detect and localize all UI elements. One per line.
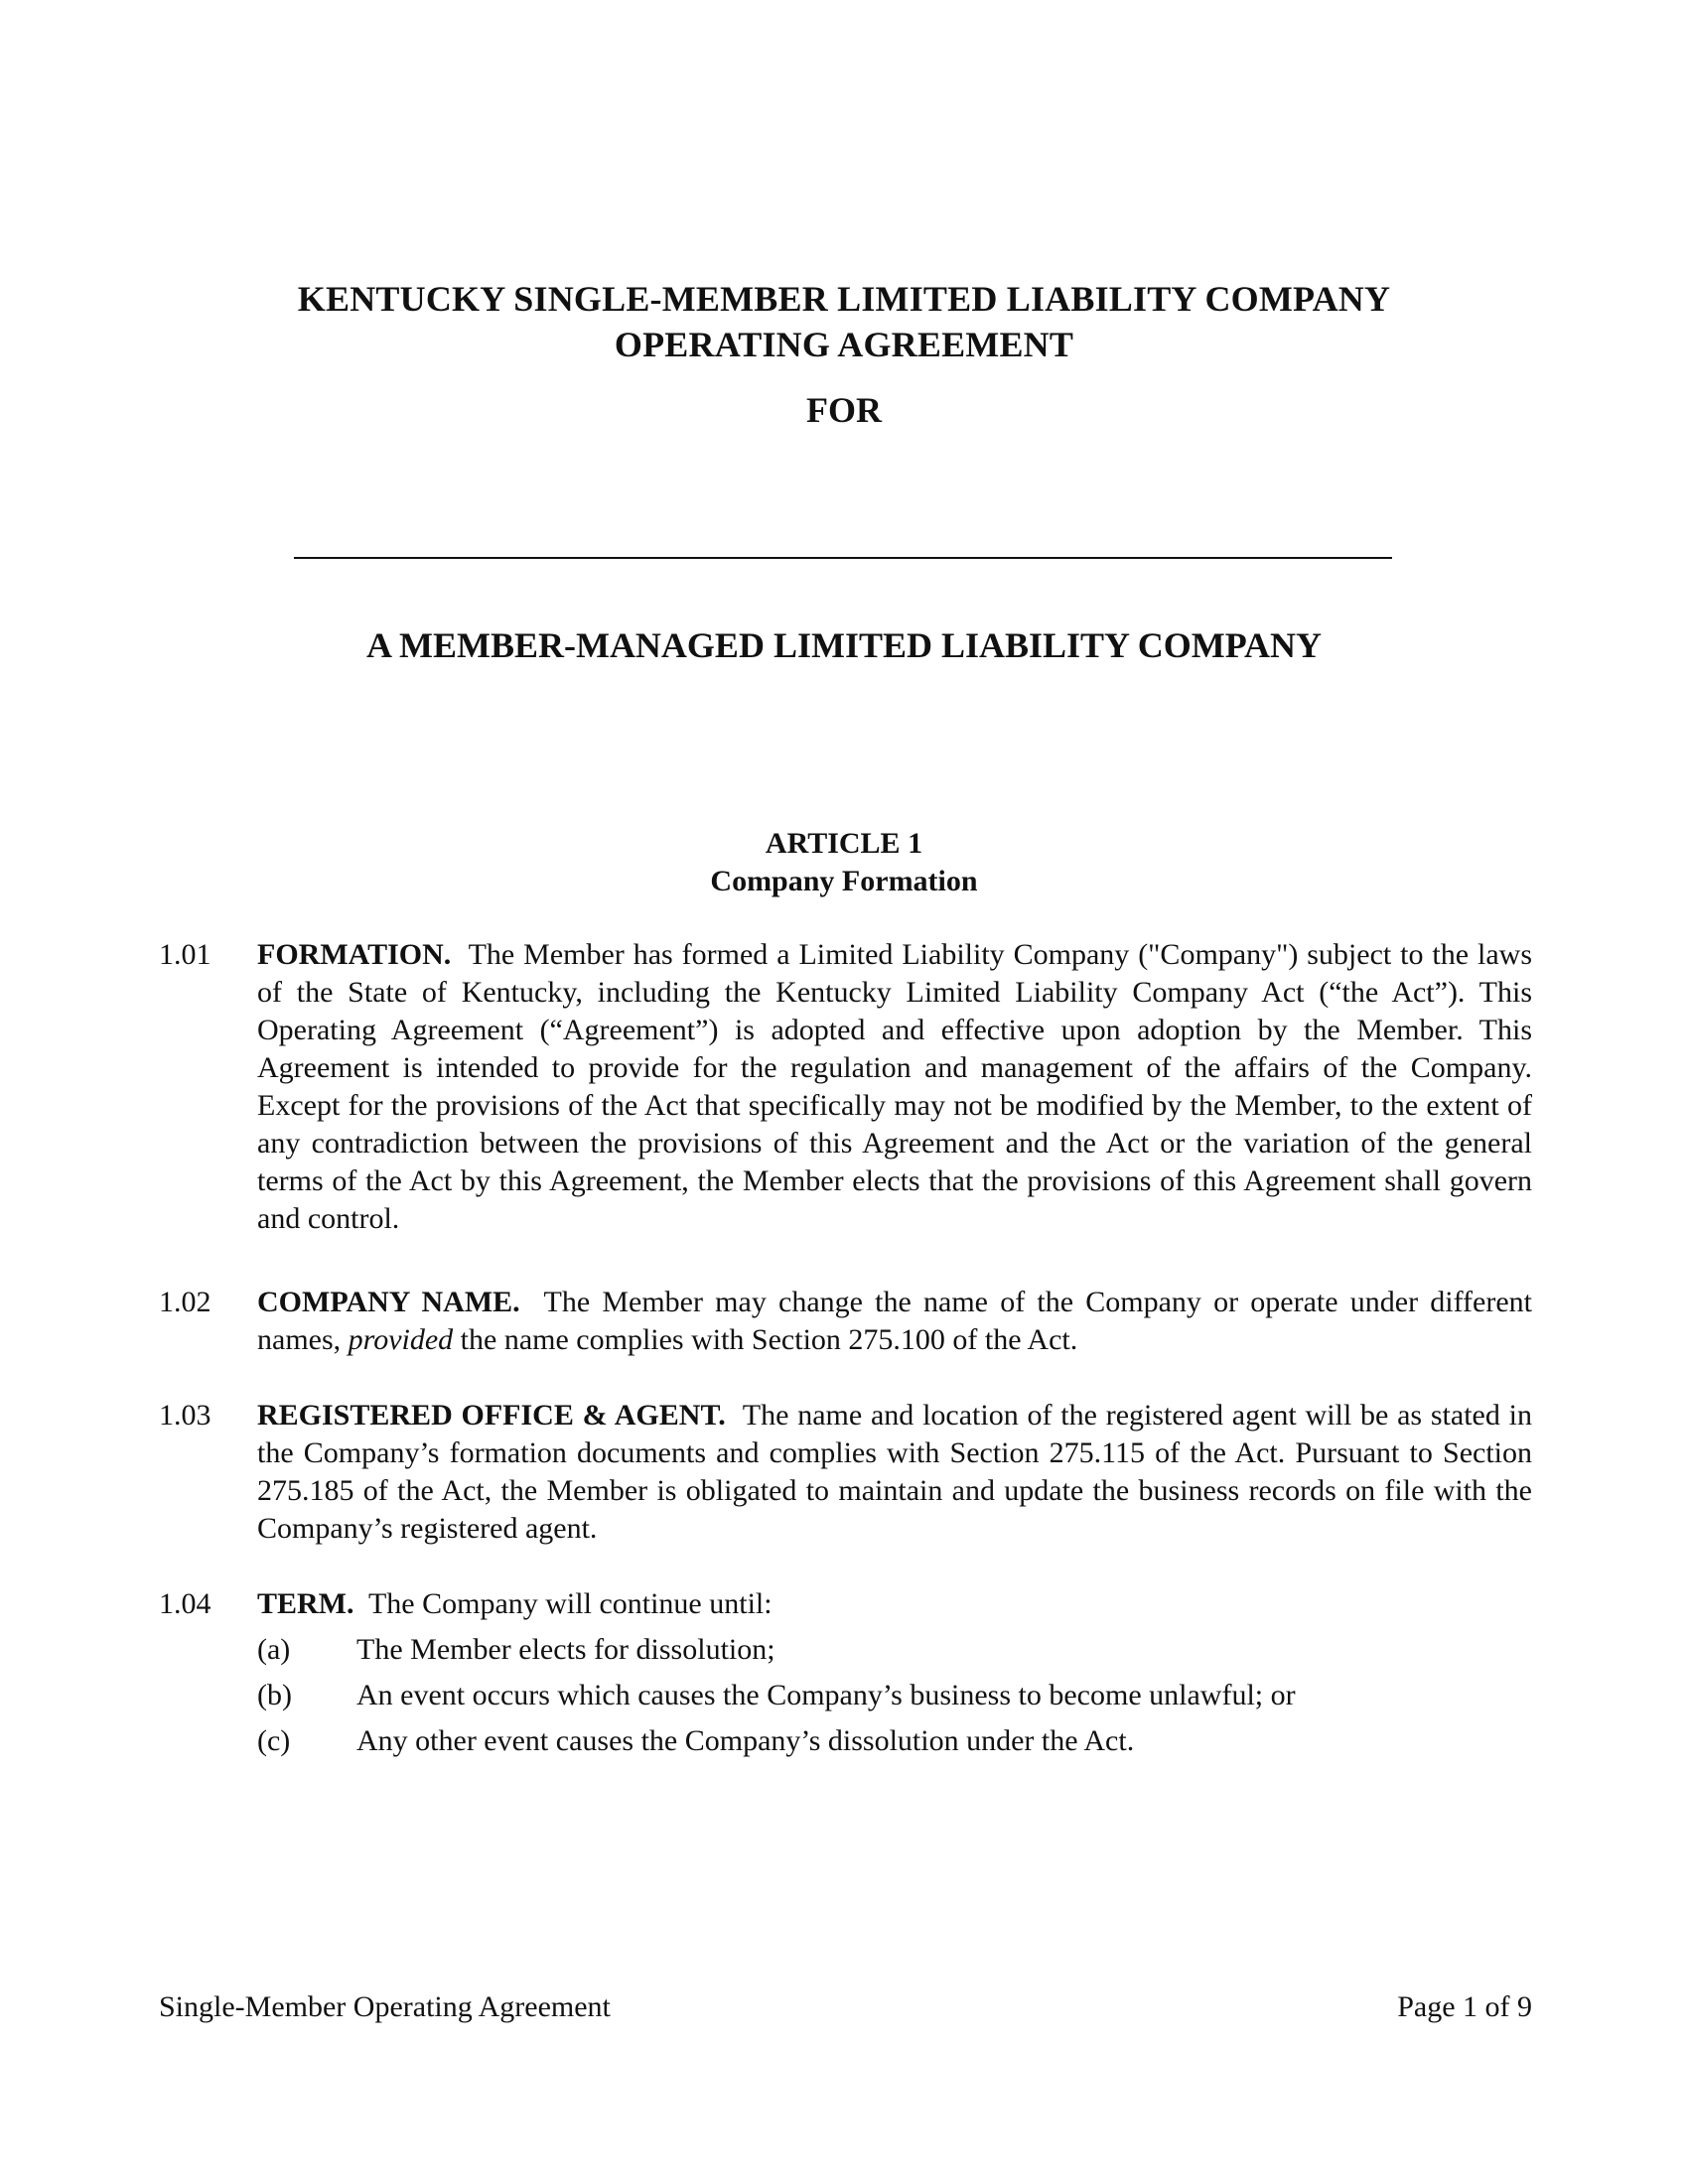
section-text: The Company will continue until: xyxy=(367,1587,773,1620)
section-body xyxy=(257,936,1532,1238)
title-line-2: OPERATING AGREEMENT xyxy=(614,325,1074,364)
article-title: Company Formation xyxy=(710,865,978,897)
section-heading: REGISTERED OFFICE & AGENT. xyxy=(257,1399,726,1432)
section-text: The name and location of the registered agent will be as stated in the Company’s formation documents and complies with Section 275.115 of the Act. Pursuant to Section 275.185 of the Act, the Member is obligated to maintain and update the business records on file with the Company’s registered agent. xyxy=(257,1399,1532,1545)
list-item-text: The Member elects for dissolution; xyxy=(356,1633,775,1666)
section-text: The Member may change the name of the Company or operate under different names, xyxy=(257,1286,1532,1356)
document-subtitle: A MEMBER-MANAGED LIMITED LIABILITY COMPANY xyxy=(365,625,1323,665)
section-body xyxy=(257,1284,1532,1359)
section-number: 1.03 xyxy=(159,1399,211,1432)
title-line-1: KENTUCKY SINGLE-MEMBER LIMITED LIABILITY COMPANY xyxy=(297,279,1391,319)
list-item-text: Any other event causes the Company’s dissolution under the Act. xyxy=(356,1724,1135,1757)
section-body xyxy=(257,1585,1532,1623)
section-text-end: the name complies with Section 275.100 of the Act. xyxy=(460,1323,1078,1356)
list-item-label: (b) xyxy=(257,1679,292,1711)
document-title xyxy=(0,276,1688,367)
section-number: 1.02 xyxy=(159,1286,211,1318)
title-for-text: FOR xyxy=(806,390,882,430)
title-for xyxy=(0,387,1688,433)
section-heading: FORMATION. xyxy=(257,938,452,971)
company-name-blank-line xyxy=(294,557,1392,559)
section-emphasis: provided xyxy=(348,1323,454,1356)
section-number: 1.01 xyxy=(159,938,211,971)
list-item-label: (c) xyxy=(257,1724,291,1757)
article-number: ARTICLE 1 xyxy=(765,827,923,860)
article-heading xyxy=(0,825,1688,900)
footer-document-name: Single-Member Operating Agreement xyxy=(159,1990,611,2023)
section-text: The Member has formed a Limited Liability Company ("Company") subject to the laws of the State of Kentucky, including the Kentucky Limited Liability Company Act (“the Act”). This Operating Agreement (“Agreement”) is adopted and effective upon adoption by the Member. This Agreement is intended to provide for the regulation and management of the affairs of the Company. Except for the provisions of the Act that specifically may not be modified by the Member, to the extent of any contradiction between the provisions of this Agreement and the Act or the variation of the general terms of the Act by this Agreement, the Member elects that the provisions of this Agreement shall govern and control. xyxy=(257,938,1532,1235)
section-heading: COMPANY NAME. xyxy=(257,1286,520,1318)
list-item-label: (a) xyxy=(257,1633,291,1666)
list-item-text: An event occurs which causes the Company’s business to become unlawful; or xyxy=(356,1679,1296,1711)
section-heading: TERM. xyxy=(257,1587,354,1620)
footer-page-number: Page 1 of 9 xyxy=(1397,1990,1532,2023)
section-body xyxy=(257,1397,1532,1548)
section-number: 1.04 xyxy=(159,1587,211,1620)
